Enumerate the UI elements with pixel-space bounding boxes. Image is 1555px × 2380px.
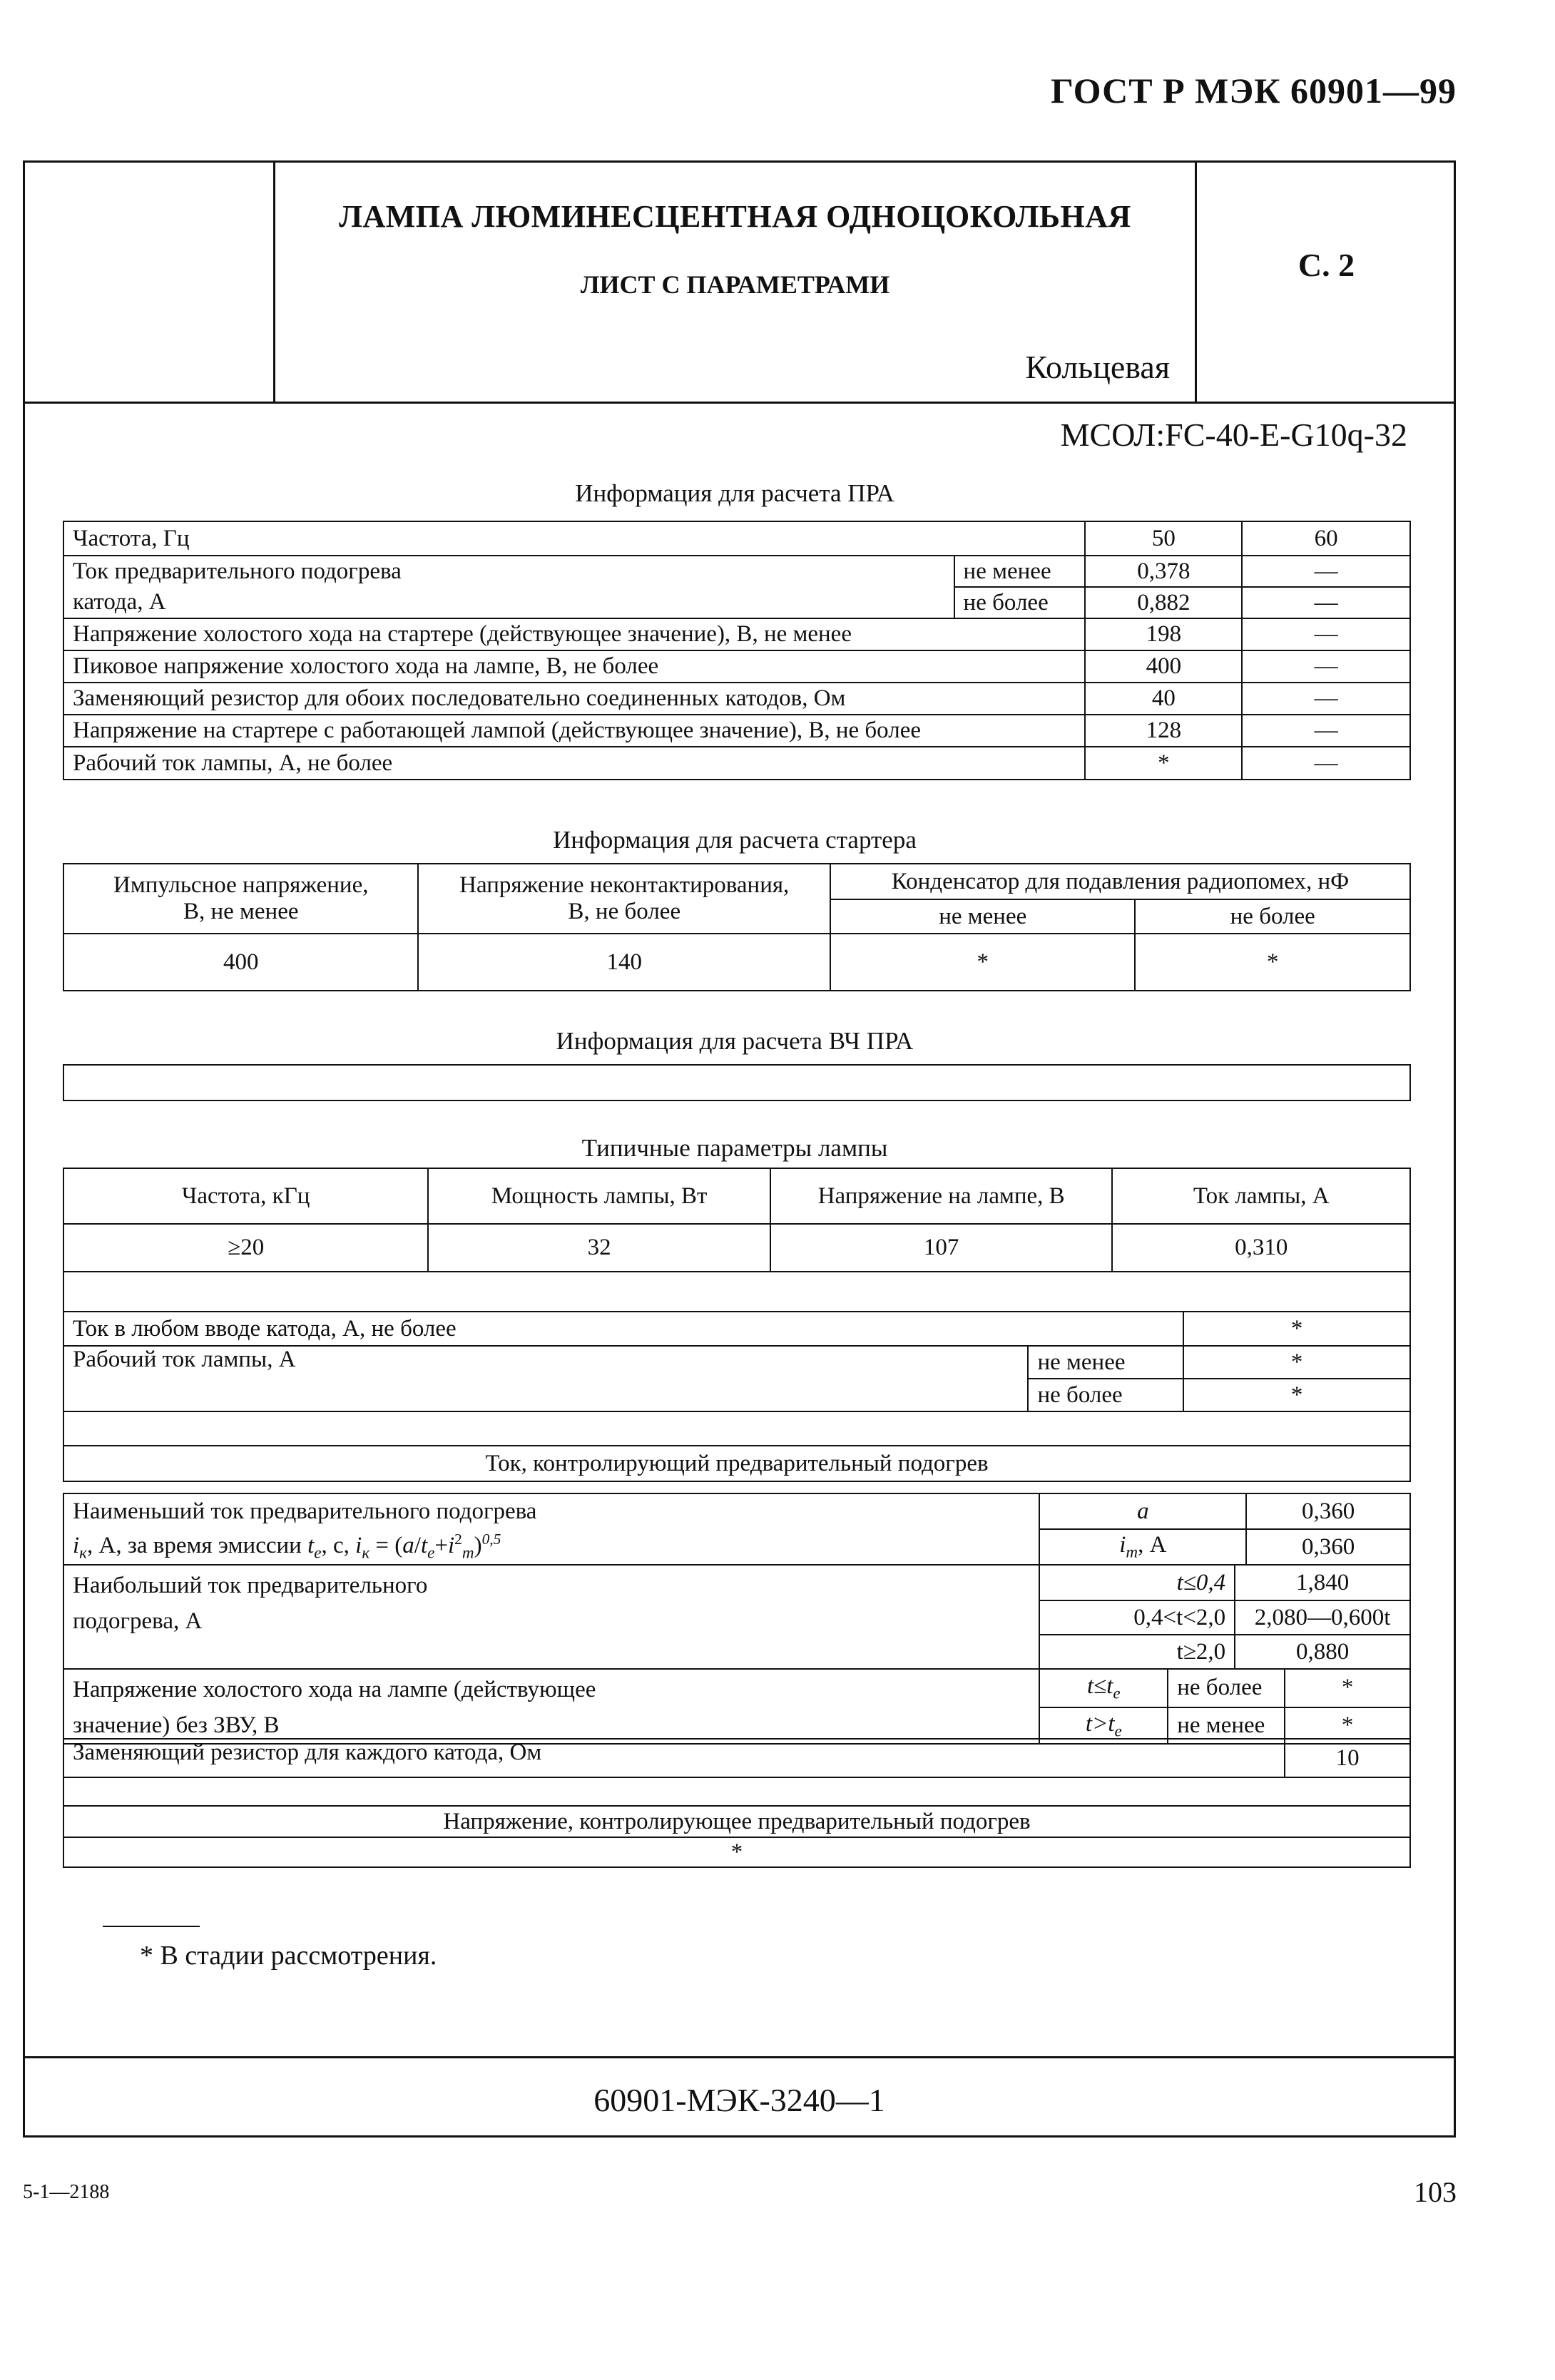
capacitor-max-value: * [1135,934,1410,991]
ocv-max-value: * [1285,1669,1410,1707]
ocv-line1: Напряжение холостого хода на лампе (действующее [73,1677,596,1702]
t-range-2: 0,4<t<2,0 [1039,1600,1235,1635]
print-code: 5-1—2188 [23,2181,110,2203]
capacitor-min-header: не менее [830,899,1135,934]
dash-cell: — [1242,747,1410,780]
op-current-label: Рабочий ток лампы, А [63,1346,1028,1411]
t-range-3-value: 0,880 [1235,1635,1410,1669]
hf-empty-box [63,1064,1411,1101]
table-row [63,618,1410,650]
table-row [63,1446,1410,1481]
op-current-label: Рабочий ток лампы, А, не более [63,747,1085,780]
capacitor-min-value: * [830,934,1135,991]
empty-row [63,1272,1410,1312]
cathode-current-value: * [1183,1312,1410,1346]
op-current-min-value: * [1183,1346,1410,1379]
preheat-max-label: не более [954,587,1086,618]
hf-params-table [63,1271,1411,1482]
table-row [63,715,1410,747]
ocv-line2: значение) без ЗВУ, В [73,1712,280,1738]
col-power: Мощность лампы, Вт [428,1168,770,1224]
voltage-value: 107 [770,1224,1113,1272]
table-row [63,587,1410,618]
op-current-max-label: не более [1028,1379,1183,1411]
power-value: 32 [428,1224,770,1272]
table-row [63,1346,1410,1379]
freq-60: 60 [1242,521,1410,556]
table-row [63,1272,1410,1312]
peak-ocv-label: Пиковое напряжение холостого хода на лампе, В, не более [63,650,1085,683]
a-value: 0,360 [1246,1493,1410,1529]
max-preheat-table [63,1564,1411,1670]
cathode-resistor-label: Заменяющий резистор для каждого катода, Ом [63,1739,1285,1777]
table-row [63,1493,1410,1529]
min-preheat-label: Наименьший ток предварительного подогрева [63,1493,1039,1529]
col-current: Ток лампы, А [1112,1168,1410,1224]
noncontact-header-line1: Напряжение неконтактирования, [459,872,790,899]
starter-ocv-value: 198 [1085,618,1242,650]
page-number: 103 [1414,2176,1457,2208]
sheet-subtitle: ЛИСТ С ПАРАМЕТРАМИ [580,270,890,299]
im-value: 0,360 [1246,1529,1410,1565]
impulse-header-line1: Импульсное напряжение, [113,872,369,899]
ocv-min-label: не менее [1168,1707,1285,1744]
table-row [63,1168,1410,1224]
capacitor-header: Конденсатор для подавления радиопомех, нФ [830,864,1410,899]
preheat-label-cont: катода, А [63,587,954,618]
table-row [63,521,1410,556]
table-row [63,683,1410,715]
ballast-caption: Информация для расчета ПРА [575,479,894,507]
starter-voltage-value: 128 [1085,715,1242,747]
empty-row [63,1777,1410,1806]
ocv-cond-1: $t\le t_e$ [1039,1669,1168,1707]
col-voltage: Напряжение на лампе, В [770,1168,1113,1224]
im-label: $i_m$, А [1039,1529,1246,1565]
voltage-control-value: * [63,1837,1410,1867]
min-preheat-formula: $i_к$, А, за время эмиссии $t_e$, с, $i_к = (a/t_e+i^2_m)^{0,5}$ [63,1529,1039,1565]
preheat-table [63,1493,1411,1566]
starter-voltage-label: Напряжение на стартере с работающей лампой (действующее значение), В, не более [63,715,1085,747]
document-code: ГОСТ Р МЭК 60901—99 [1051,71,1457,111]
op-current-min-label: не менее [1028,1346,1183,1379]
table-row [63,650,1410,683]
freq-value: ≥20 [63,1224,428,1272]
table-row [63,1224,1410,1272]
t-range-2-value: 2,080—0,600t [1235,1600,1410,1635]
op-current-max-value: * [1183,1379,1410,1411]
capacitor-max-header: не более [1135,899,1410,934]
ballast-table [63,521,1411,780]
footnote-rule [103,1926,200,1927]
voltage-control-header: Напряжение, контролирующее предварительный подогрев [63,1806,1410,1837]
ocv-cond-2: $t>t_e$ [1039,1707,1168,1744]
t-range-1: t≤0,4 [1039,1565,1235,1600]
table-row [63,1411,1410,1446]
footer-line [23,2056,1456,2058]
t-range-3: t≥2,0 [1039,1635,1235,1669]
preheat-min-value: 0,378 [1085,556,1242,587]
table-row [63,1777,1410,1806]
max-preheat-label [63,1565,1039,1669]
peak-ocv-value: 400 [1085,650,1242,683]
freq-50: 50 [1085,521,1242,556]
noncontact-header-line2: В, не более [568,899,681,924]
table-row [63,1837,1410,1867]
preheat-label: Ток предварительного подогрева [63,556,954,587]
header-bottom-line [23,402,1456,404]
lamp-designation: МСОЛ:FC-40-E-G10q-32 [1060,417,1407,453]
a-label: a [1039,1493,1246,1529]
table-row [63,934,1410,991]
lamp-type: Кольцевая [1025,349,1170,385]
starter-ocv-label: Напряжение холостого хода на стартере (действующее значение), В, не менее [63,618,1085,650]
table-row [63,1312,1410,1346]
impulse-value: 400 [63,934,418,991]
starter-table [63,863,1411,991]
max-preheat-line1: Наибольший ток предварительного [73,1573,428,1598]
freq-label: Частота, Гц [63,521,1085,556]
table-row [63,864,1410,899]
dash-cell: — [1242,556,1410,587]
empty-row [63,1411,1410,1446]
table-row [63,556,1410,587]
impulse-header-line2: В, не менее [183,899,299,924]
noncontact-value: 140 [418,934,830,991]
preheat-max-value: 0,882 [1085,587,1242,618]
t-range-1-value: 1,840 [1235,1565,1410,1600]
ocv-label [63,1669,1039,1744]
hf-caption: Информация для расчета ВЧ ПРА [556,1027,914,1055]
table-row [63,747,1410,780]
final-table [63,1738,1411,1868]
noncontact-header [418,864,830,934]
dash-cell: — [1242,618,1410,650]
sheet-code: 60901-МЭК-3240—1 [593,2082,885,2118]
current-value: 0,310 [1112,1224,1410,1272]
dash-cell: — [1242,587,1410,618]
ocv-min-value: * [1285,1707,1410,1744]
max-preheat-line2: подогрева, А [73,1608,203,1634]
subst-resistor-label: Заменяющий резистор для обоих последовательно соединенных катодов, Ом [63,683,1085,715]
table-row [63,1565,1410,1600]
dash-cell: — [1242,650,1410,683]
starter-caption: Информация для расчета стартера [553,826,917,854]
typical-table [63,1168,1411,1272]
preheat-min-label: не менее [954,556,1086,587]
cathode-resistor-value: 10 [1285,1739,1410,1777]
dash-cell: — [1242,683,1410,715]
sheet-title: ЛАМПА ЛЮМИНЕСЦЕНТНАЯ ОДНОЦОКОЛЬНАЯ [339,199,1131,234]
footnote: * В стадии рассмотрения. [140,1941,437,1971]
table-row [63,1529,1410,1565]
page-label: С. 2 [1297,247,1355,283]
cathode-current-label: Ток в любом вводе катода, А, не более [63,1312,1183,1346]
subst-resistor-value: 40 [1085,683,1242,715]
ocv-table [63,1668,1411,1745]
typical-caption: Типичные параметры лампы [581,1134,888,1162]
col-freq: Частота, кГц [63,1168,428,1224]
dash-cell: — [1242,715,1410,747]
table-row [63,1669,1410,1707]
preheat-control-header: Ток, контролирующий предварительный подогрев [63,1446,1410,1481]
ocv-max-label: не более [1168,1669,1285,1707]
table-row [63,1739,1410,1777]
op-current-value: * [1085,747,1242,780]
table-row [63,1806,1410,1837]
impulse-header [63,864,418,934]
